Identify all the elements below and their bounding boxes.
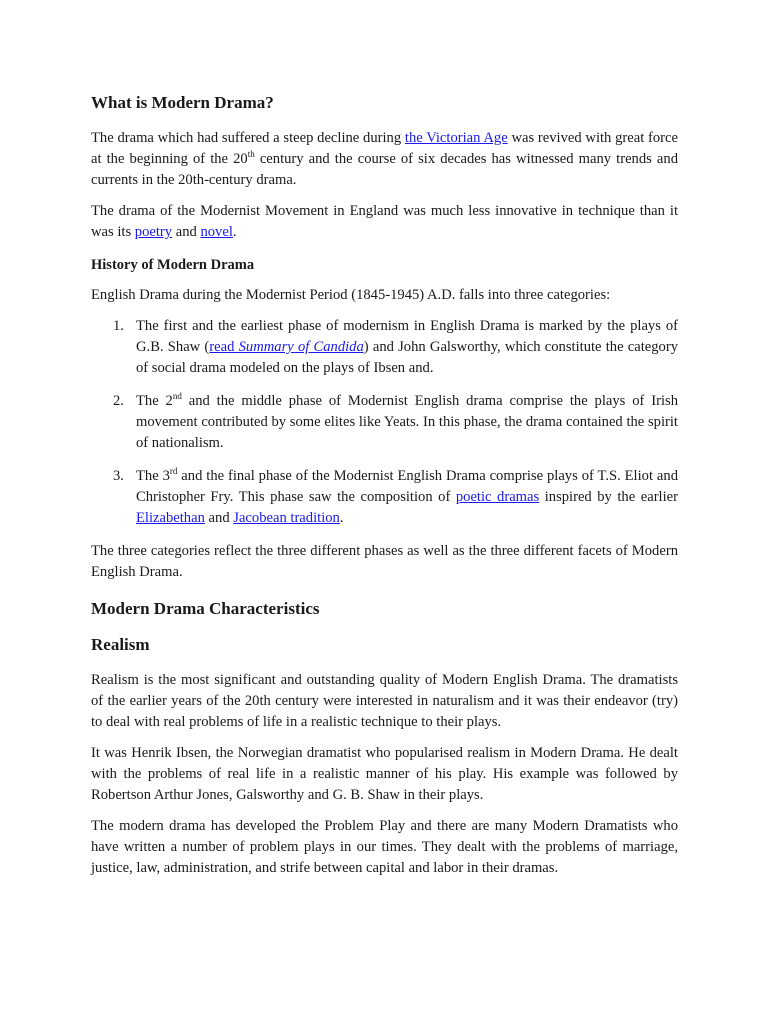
superscript: rd [169,466,178,476]
characteristics-heading: Modern Drama Characteristics [91,599,320,618]
phases-list [91,316,678,529]
list-text: and the middle phase of Modernist English drama comprise the plays of Irish movement contributed by some elites like Yeats. In this phase, the drama contained the spirit of nationalism. [136,393,678,451]
list-item [91,466,678,529]
list-text: . [339,510,344,526]
list-text: The 3 [136,468,170,484]
intro-text: and [172,224,201,240]
realism-heading: Realism [91,635,150,654]
list-item [91,391,678,454]
list-item [91,316,678,379]
novel-link[interactable]: novel [200,224,233,240]
intro-paragraph-1 [91,128,678,191]
list-number: 2. [113,393,124,409]
intro-text: The drama which had suffered a steep decline during [91,130,405,146]
summary-of-candida-link[interactable] [209,339,364,355]
list-text: and the final phase of the Modernist English Drama comprise plays of T.S. Eliot and Christopher Fry. This phase saw the composition of [136,468,678,505]
list-text: and [204,510,234,526]
realism-paragraph-1: Realism is the most significant and outstanding quality of Modern English Drama. The dramatists of the earlier years of the 20th century were interested in naturalism and it was their endeavor (try) to deal with real problems of life in a realistic technique to their plays. [91,672,678,730]
list-number: 1. [113,318,124,334]
page-title: What is Modern Drama? [91,93,274,112]
intro-text: century and the course of six decades has witnessed many trends and currents in the 20th-century drama. [91,151,678,188]
poetic-dramas-link[interactable]: poetic dramas [455,489,540,505]
victorian-age-link[interactable]: the Victorian Age [404,130,508,146]
elizabethan-link[interactable]: Elizabethan [136,510,205,526]
list-text: ) and John Galsworthy, which constitute the category of social drama modeled on the plays of Ibsen and. [136,339,679,376]
list-number: 3. [113,468,124,484]
realism-paragraph-3: The modern drama has developed the Problem Play and there are many Modern Dramatists who have written a number of problem plays in our times. They dealt with the problems of marriage, justice, law, administration, and strife between capital and labor in their dramas. [91,818,678,876]
history-heading: History of Modern Drama [91,257,255,273]
superscript: nd [172,391,182,401]
list-text: The first and the earliest phase of modernism in English Drama is marked by the plays of G.B. Shaw ( [136,318,678,355]
intro-text: The drama of the Modernist Movement in England was much less innovative in technique than it was its [91,203,678,240]
intro-text: . [232,224,237,240]
realism-paragraph-2: It was Henrik Ibsen, the Norwegian dramatist who popularised realism in Modern Drama. He dealt with the problems of real life in a realistic manner of his play. His example was followed by Robertson Arthur Jones, Galsworthy and G. B. Shaw in their plays. [91,745,678,803]
history-lead: English Drama during the Modernist Period (1845-1945) A.D. falls into three categories: [91,287,611,303]
link-text-summary: Summary of Candida [238,339,364,355]
intro-text: was revived with great force at the beginning of the 20 [91,130,678,167]
superscript: th [247,149,255,159]
list-text: inspired by the earlier [539,489,678,505]
jacobean-tradition-link[interactable]: Jacobean tradition [233,510,340,526]
poetry-link[interactable]: poetry [134,224,173,240]
history-closing: The three categories reflect the three different phases as well as the three different facets of Modern English Drama. [91,543,678,580]
link-text-read: read [209,339,239,355]
list-text: The 2 [136,393,173,409]
intro-paragraph-2 [91,201,678,243]
